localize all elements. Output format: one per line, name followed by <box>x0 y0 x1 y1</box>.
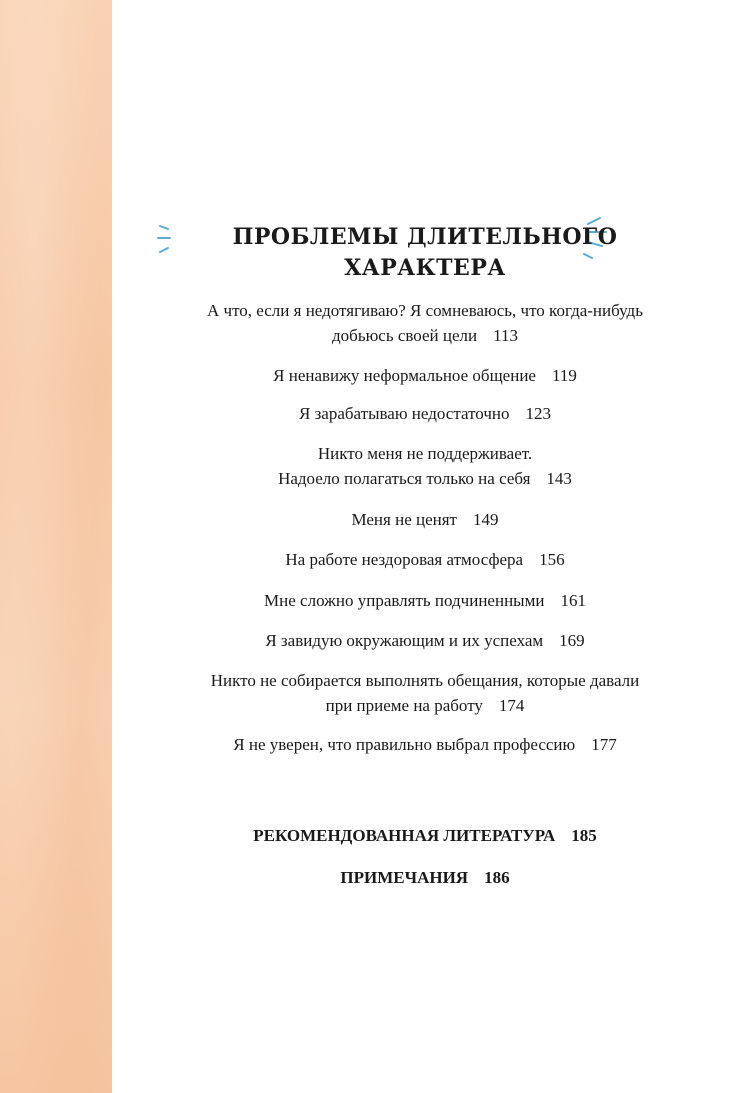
toc-page-number: 185 <box>571 826 597 845</box>
toc-page-number: 156 <box>539 550 565 569</box>
toc-entry-text: Я зарабатываю недостаточно <box>299 404 510 423</box>
toc-section-title: РЕКОМЕНДОВАННАЯ ЛИТЕРАТУРА <box>253 826 556 845</box>
toc-entry-text: Надоело полагаться только на себя <box>278 469 531 488</box>
toc-page-number: 169 <box>559 631 585 650</box>
toc-page-number: 174 <box>498 696 525 715</box>
toc-entry-text: добьюсь своей цели <box>332 326 478 345</box>
toc-entry[interactable] <box>112 401 738 426</box>
toc-entry-text: Я ненавижу неформальное общение <box>273 366 536 385</box>
toc-entry-text: Никто не собирается выполнять обещания, которые давали <box>210 671 640 690</box>
toc-section-title: ПРИМЕЧАНИЯ <box>340 868 469 887</box>
toc-entry[interactable] <box>112 588 738 613</box>
toc-entry-text: На работе нездоровая атмосфера <box>285 550 524 569</box>
toc-entry[interactable] <box>112 668 738 718</box>
chapter-heading-line-2: ХАРАКТЕРА <box>344 255 506 281</box>
toc-entry-text: Мне сложно управлять подчиненными <box>264 591 545 610</box>
toc-entry[interactable] <box>112 441 738 491</box>
side-color-strip <box>0 0 112 1093</box>
toc-entry-text: Я завидую окружающим и их успехам <box>265 631 544 650</box>
toc-page-number: 123 <box>525 404 551 423</box>
toc-page-number: 119 <box>551 366 577 385</box>
toc-section[interactable] <box>112 865 738 890</box>
toc-page-number: 149 <box>473 510 499 529</box>
table-of-contents-page <box>112 0 738 1093</box>
chapter-heading-line-1: ПРОБЛЕМЫ ДЛИТЕЛЬНОГО <box>232 224 618 250</box>
toc-entry-text: при приеме на работу <box>325 696 483 715</box>
toc-entry[interactable] <box>112 628 738 653</box>
toc-entry-text: Меня не ценят <box>351 510 457 529</box>
toc-entry-text: Я не уверен, что правильно выбрал профессию <box>233 735 576 754</box>
toc-entry[interactable] <box>112 732 738 757</box>
toc-entry[interactable] <box>112 507 738 532</box>
toc-entry-text: А что, если я недотягиваю? Я сомневаюсь, что когда-нибудь <box>207 301 643 320</box>
toc-page-number: 186 <box>484 868 510 887</box>
toc-entry[interactable] <box>112 547 738 572</box>
toc-page-number: 143 <box>546 469 572 488</box>
toc-page-number: 177 <box>591 735 617 754</box>
toc-entry-text: Никто меня не поддерживает. <box>317 444 533 463</box>
toc-page-number: 113 <box>493 326 518 345</box>
toc-section[interactable] <box>112 823 738 848</box>
toc-page-number: 161 <box>560 591 586 610</box>
toc-entry[interactable] <box>112 363 738 388</box>
toc-entry[interactable] <box>112 298 738 348</box>
